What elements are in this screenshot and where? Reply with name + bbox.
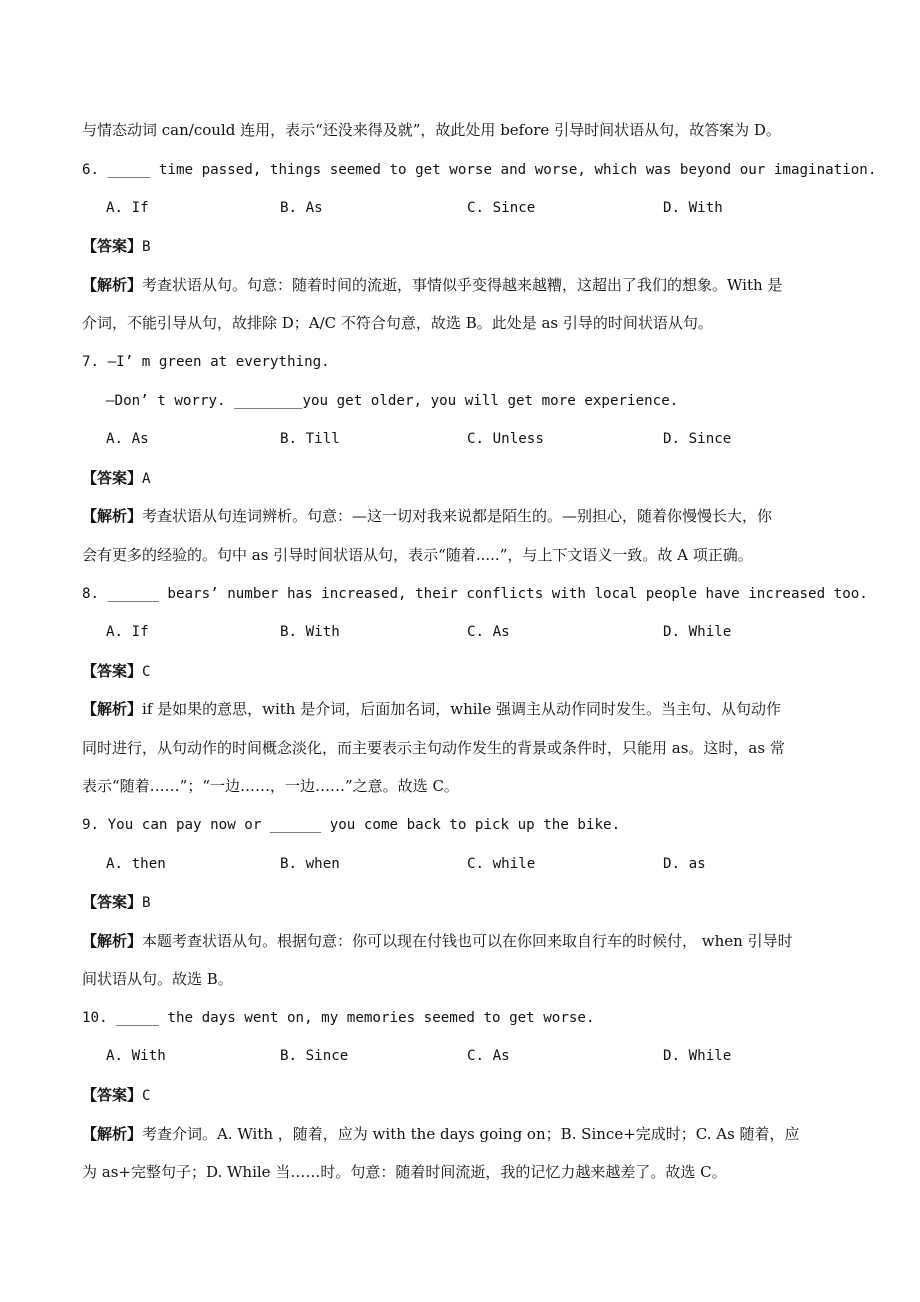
analysis-label: 【解析】 xyxy=(82,507,143,525)
question-6-option-a: A. If xyxy=(106,200,149,216)
question-8-stem: 8. ______ bears’ number has increased, their conflicts with local people have increased too. xyxy=(82,586,868,602)
analysis-text: 考查介词。A. With ，随着，应为 with the days going on；B. Since+完成时；C. As 随着，应 xyxy=(142,1125,800,1143)
analysis-text: 本题考查状语从句。根据句意：你可以现在付钱也可以在你回来取自行车的时候付， when 引导时 xyxy=(142,932,793,950)
question-6-answer xyxy=(82,236,151,256)
question-7-option-a: A. As xyxy=(106,431,149,447)
question-10-option-d: D. While xyxy=(663,1048,732,1064)
question-7-analysis-line-2: 会有更多的经验的。句中 as 引导时间状语从句，表示“随着.....”，与上下文语义一致。故 A 项正确。 xyxy=(82,546,753,564)
question-8-analysis xyxy=(82,699,781,719)
question-8-analysis-line-3: 表示“随着……”；“一边……，一边……”之意。故选 C。 xyxy=(82,777,459,795)
question-7-answer xyxy=(82,468,151,488)
question-6-option-b: B. As xyxy=(280,200,323,216)
question-7-option-d: D. Since xyxy=(663,431,732,447)
answer-label: 【答案】 xyxy=(82,893,143,911)
question-9-option-c: C. while xyxy=(467,856,536,872)
question-7-stem: 7. —I’ m green at everything. xyxy=(82,354,330,370)
question-9-option-a: A. then xyxy=(106,856,166,872)
question-8-option-c: C. As xyxy=(467,624,510,640)
question-7-stem-reply: —Don’ t worry. ________you get older, you will get more experience. xyxy=(106,393,679,409)
analysis-text: 考查状语从句。句意：随着时间的流逝，事情似乎变得越来越糟，这超出了我们的想象。With 是 xyxy=(142,276,783,294)
analysis-label: 【解析】 xyxy=(82,1125,143,1143)
answer-label: 【答案】 xyxy=(82,469,143,487)
analysis-label: 【解析】 xyxy=(82,932,143,950)
question-8-option-a: A. If xyxy=(106,624,149,640)
answer-value: C xyxy=(142,664,151,680)
question-7-analysis xyxy=(82,506,772,526)
question-9-option-b: B. when xyxy=(280,856,340,872)
question-6-option-c: C. Since xyxy=(467,200,536,216)
answer-label: 【答案】 xyxy=(82,237,143,255)
question-9-analysis xyxy=(82,931,793,951)
intro-line: 与情态动词 can/could 连用，表示“还没来得及就”，故此处用 before 引导时间状语从句，故答案为 D。 xyxy=(82,121,781,139)
analysis-label: 【解析】 xyxy=(82,276,143,294)
question-10-option-b: B. Since xyxy=(280,1048,349,1064)
question-10-analysis-line-2: 为 as+完整句子；D. While 当……时。句意：随着时间流逝，我的记忆力越来越差了。故选 C。 xyxy=(82,1163,727,1181)
answer-label: 【答案】 xyxy=(82,662,143,680)
question-8-option-d: D. While xyxy=(663,624,732,640)
question-7-option-b: B. Till xyxy=(280,431,340,447)
analysis-text: 考查状语从句连词辨析。句意：—这一切对我来说都是陌生的。—别担心，随着你慢慢长大，你 xyxy=(142,507,773,525)
answer-value: B xyxy=(142,895,151,911)
question-8-answer xyxy=(82,661,151,681)
question-10-stem: 10. _____ the days went on, my memories seemed to get worse. xyxy=(82,1010,595,1026)
question-8-analysis-line-2: 同时进行，从句动作的时间概念淡化，而主要表示主句动作发生的背景或条件时，只能用 as。这时，as 常 xyxy=(82,739,785,757)
question-6-analysis-line-2: 介词，不能引导从句，故排除 D；A/C 不符合句意，故选 B。此处是 as 引导的时间状语从句。 xyxy=(82,314,713,332)
answer-value: B xyxy=(142,239,151,255)
question-9-answer xyxy=(82,892,151,912)
question-6-option-d: D. With xyxy=(663,200,723,216)
question-8-option-b: B. With xyxy=(280,624,340,640)
question-9-analysis-line-2: 间状语从句。故选 B。 xyxy=(82,970,233,988)
question-6-stem: 6. _____ time passed, things seemed to get worse and worse, which was beyond our imagination. xyxy=(82,162,877,178)
answer-label: 【答案】 xyxy=(82,1086,143,1104)
question-7-option-c: C. Unless xyxy=(467,431,544,447)
question-10-analysis xyxy=(82,1124,800,1144)
question-9-stem: 9. You can pay now or ______ you come back to pick up the bike. xyxy=(82,817,621,833)
question-10-answer xyxy=(82,1085,151,1105)
question-6-analysis xyxy=(82,275,782,295)
question-10-option-a: A. With xyxy=(106,1048,166,1064)
analysis-label: 【解析】 xyxy=(82,700,143,718)
question-10-option-c: C. As xyxy=(467,1048,510,1064)
analysis-text: if 是如果的意思，with 是介词，后面加名词，while 强调主从动作同时发生。当主句、从句动作 xyxy=(142,700,781,718)
answer-value: A xyxy=(142,471,151,487)
question-9-option-d: D. as xyxy=(663,856,706,872)
answer-value: C xyxy=(142,1088,151,1104)
